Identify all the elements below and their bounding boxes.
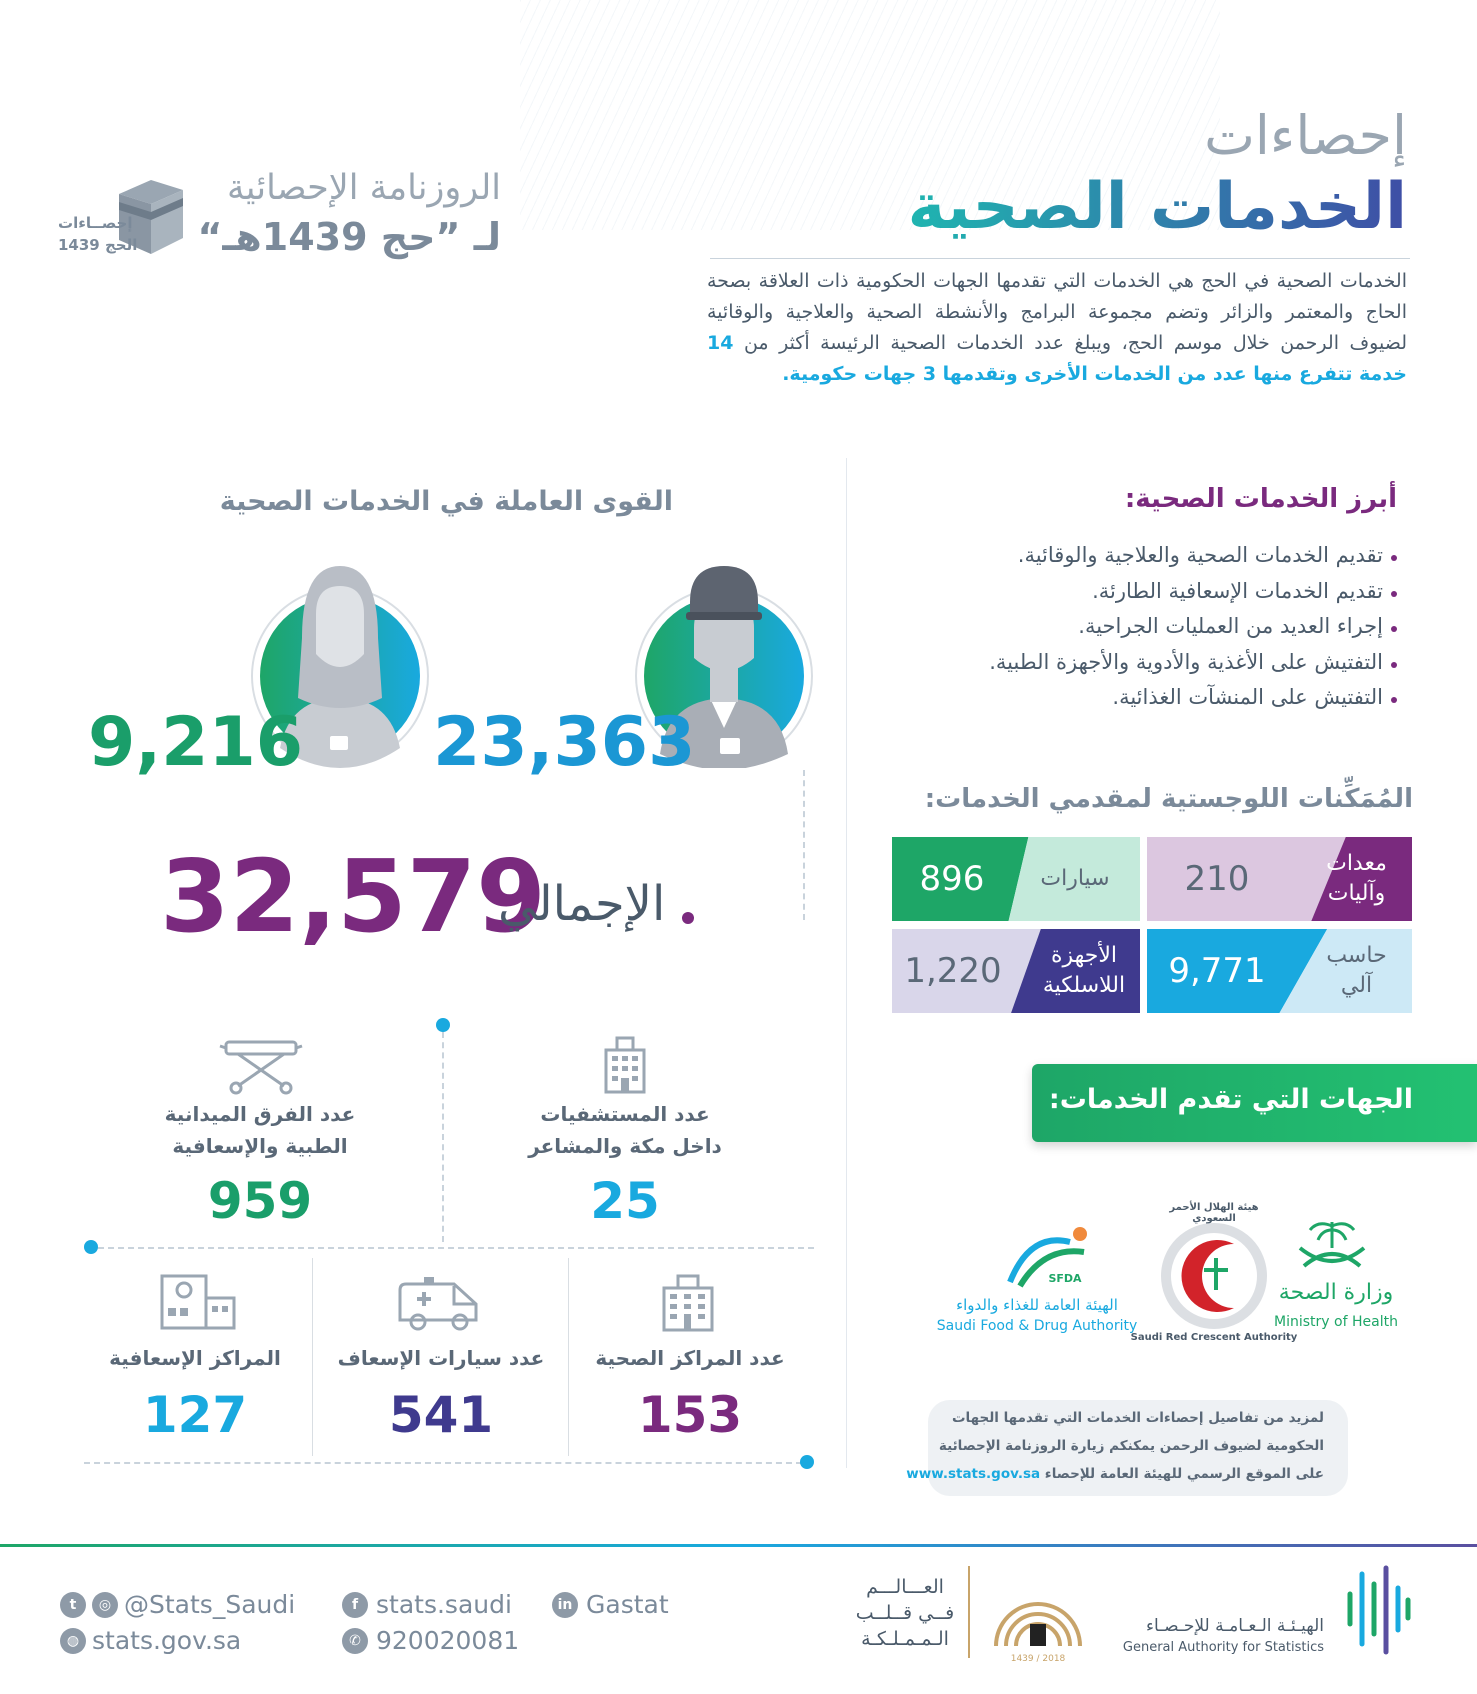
field-teams-value: 959 bbox=[207, 1172, 313, 1230]
providers-heading: الجهات التي تقدم الخدمات: bbox=[1048, 1084, 1413, 1115]
providers-banner bbox=[1032, 1064, 1477, 1142]
cars-tile bbox=[892, 837, 1140, 921]
connector-line bbox=[803, 770, 805, 920]
computers-tile bbox=[1147, 929, 1412, 1013]
gastat-name-ar: الهيـئـة الـعـامـة للإحـصـاء bbox=[1145, 1616, 1324, 1636]
footer-divider bbox=[0, 1544, 1477, 1547]
more-info-box bbox=[906, 1400, 1348, 1496]
grid-divider bbox=[84, 1462, 802, 1464]
website-row[interactable] bbox=[60, 1626, 241, 1655]
hospital-building-icon bbox=[602, 1036, 648, 1094]
srca-name-ar: هيئة الهلال الأحمر السعودي bbox=[1169, 1202, 1259, 1224]
health-centers-label: عدد المراكز الصحية bbox=[595, 1346, 785, 1370]
intro-highlight: 14 خدمة تتفرع منها عدد من الخدمات الأخرى وتقدمها 3 جهات حكومية. bbox=[707, 332, 1407, 385]
ambulances-label: عدد سيارات الإسعاف bbox=[337, 1346, 545, 1370]
srca-crescent-logo bbox=[1154, 1214, 1274, 1334]
intro-text: الخدمات الصحية في الحج هي الخدمات التي تقدمها الجهات الحكومية ذات العلاقة بصحة الحاج والمعتمر والزائر وتضم مجموعة البرامج والأنشطة الصحية والعلاجية والوقائية لضيوف الرحمن خلال موسم الحج، ويبلغ عدد الخدمات الصحية الرئيسة أكثر من bbox=[707, 270, 1407, 354]
facebook-icon: f bbox=[342, 1592, 368, 1618]
page-title-line1: إحصاءات bbox=[1204, 104, 1407, 167]
list-item: تقديم الخدمات الصحية والعلاجية والوقائية. bbox=[797, 538, 1397, 574]
wireless-value: 1,220 bbox=[904, 951, 1002, 991]
phone-row[interactable] bbox=[342, 1626, 519, 1655]
services-heading: أبرز الخدمات الصحية: bbox=[1124, 484, 1397, 514]
more-info-line2: الحكومية لضيوف الرحمن يمكنكم زيارة الروزنامة الإحصائية bbox=[938, 1438, 1324, 1454]
stretcher-icon bbox=[218, 1036, 304, 1096]
facebook-row[interactable] bbox=[342, 1590, 512, 1619]
campaign-years: 1439 / 2018 bbox=[1010, 1654, 1066, 1664]
field-teams-label-line2: الطبية والإسعافية bbox=[172, 1134, 348, 1158]
decor-dot bbox=[800, 1455, 814, 1469]
calendar-logo-text1: إحصــاءات bbox=[58, 214, 133, 232]
calendar-subtitle: لـ ”حج 1439هـ“ bbox=[197, 215, 501, 259]
grid-divider bbox=[98, 1247, 814, 1249]
bullet-dot bbox=[682, 912, 694, 924]
computers-label: حاسب آلي bbox=[1326, 943, 1387, 998]
twitter-icon: t bbox=[60, 1592, 86, 1618]
moh-name-ar: وزارة الصحة bbox=[1278, 1280, 1394, 1305]
list-item: التفتيش على المنشآت الغذائية. bbox=[797, 680, 1397, 716]
cars-label: سيارات bbox=[1040, 866, 1110, 891]
sfda-name-ar: الهيئة العامة للغذاء والدواء bbox=[956, 1296, 1118, 1314]
sfda-abbr: SFDA bbox=[1048, 1272, 1082, 1285]
equipment-tile bbox=[1147, 837, 1412, 921]
globe-icon: ◍ bbox=[60, 1628, 86, 1654]
wireless-label: الأجهزة اللاسلكية bbox=[1042, 943, 1126, 998]
equipment-value: 210 bbox=[1184, 859, 1250, 899]
decor-dot bbox=[436, 1018, 450, 1032]
more-info-line3 bbox=[906, 1466, 1324, 1482]
health-centers-value: 153 bbox=[637, 1386, 743, 1444]
title-divider bbox=[710, 258, 1410, 259]
computers-value: 9,771 bbox=[1168, 951, 1266, 991]
linkedin-icon: in bbox=[552, 1592, 578, 1618]
total-label: الإجمالي bbox=[498, 876, 666, 932]
enablers-heading: المُمَكِّنات اللوجستية لمقدمي الخدمات: bbox=[924, 784, 1413, 814]
page-title-line2: الخدمات الصحية bbox=[907, 170, 1407, 244]
ambulance-icon bbox=[396, 1276, 482, 1332]
hospitals-label-line1: عدد المستشفيات bbox=[540, 1102, 710, 1126]
campaign-line1: العـــالـــم bbox=[866, 1576, 944, 1598]
campaign-line2: فــي قــلــب bbox=[855, 1602, 955, 1624]
list-item: إجراء العديد من العمليات الجراحية. bbox=[797, 609, 1397, 645]
field-teams-label-line1: عدد الفرق الميدانية bbox=[164, 1102, 356, 1126]
moh-palm-logo bbox=[1292, 1218, 1372, 1274]
calendar-logo-text2: الحج 1439 bbox=[58, 236, 138, 254]
workforce-heading: القوى العاملة في الخدمات الصحية bbox=[219, 486, 673, 517]
moh-name-en: Ministry of Health bbox=[1274, 1314, 1398, 1330]
website-text: stats.gov.sa bbox=[92, 1626, 242, 1655]
sfda-name-en: Saudi Food & Drug Authority bbox=[936, 1318, 1138, 1334]
emergency-centers-label: المراكز الإسعافية bbox=[109, 1346, 281, 1370]
grid-divider bbox=[442, 1032, 444, 1242]
website-link[interactable]: www.stats.gov.sa bbox=[906, 1466, 1041, 1482]
twitter-handle: @Stats_Saudi bbox=[124, 1590, 296, 1619]
more-info-text: على الموقع الرسمي للهيئة العامة للإحصاء bbox=[1044, 1466, 1324, 1482]
instagram-icon: ◎ bbox=[92, 1592, 118, 1618]
male-workers-count: 23,363 bbox=[433, 703, 696, 782]
emergency-center-icon bbox=[158, 1272, 238, 1330]
phone-number: 920020081 bbox=[376, 1626, 520, 1655]
calendar-title: الروزنامة الإحصائية bbox=[227, 168, 501, 208]
linkedin-handle: Gastat bbox=[586, 1590, 669, 1619]
health-center-icon bbox=[660, 1272, 716, 1332]
hospitals-label-line2: داخل مكة والمشاعر bbox=[528, 1134, 722, 1158]
emergency-centers-value: 127 bbox=[142, 1386, 248, 1444]
decor-dot bbox=[84, 1240, 98, 1254]
more-info-line1: لمزيد من تفاصيل إحصاءات الخدمات التي تقدمها الجهات bbox=[951, 1410, 1324, 1426]
kaaba-arch-logo bbox=[988, 1566, 1088, 1662]
ambulances-value: 541 bbox=[388, 1386, 494, 1444]
female-workers-count: 9,216 bbox=[88, 703, 304, 782]
srca-name-en: Saudi Red Crescent Authority bbox=[1130, 1332, 1298, 1343]
gastat-name-en: General Authority for Statistics bbox=[1122, 1640, 1324, 1655]
campaign-text bbox=[850, 1574, 960, 1652]
equipment-label: معدات وآليات bbox=[1326, 851, 1387, 906]
gastat-logo-icon bbox=[1342, 1564, 1412, 1656]
linkedin-row[interactable] bbox=[552, 1590, 669, 1619]
campaign-line3: الـمـمـلـكـة bbox=[861, 1628, 949, 1650]
total-workers-count: 32,579 bbox=[160, 838, 546, 955]
facebook-handle: stats.saudi bbox=[376, 1590, 512, 1619]
cars-value: 896 bbox=[919, 859, 985, 899]
grid-divider bbox=[312, 1258, 313, 1456]
intro-paragraph bbox=[707, 266, 1407, 390]
hospitals-value: 25 bbox=[590, 1172, 660, 1230]
list-item: تقديم الخدمات الإسعافية الطارئة. bbox=[797, 574, 1397, 610]
services-list bbox=[797, 538, 1397, 716]
campaign-divider bbox=[968, 1566, 970, 1658]
phone-icon: ✆ bbox=[342, 1628, 368, 1654]
list-item: التفتيش على الأغذية والأدوية والأجهزة الطبية. bbox=[797, 645, 1397, 681]
grid-divider bbox=[568, 1258, 569, 1456]
twitter-handle-row[interactable] bbox=[60, 1590, 295, 1619]
wireless-tile bbox=[892, 929, 1140, 1013]
